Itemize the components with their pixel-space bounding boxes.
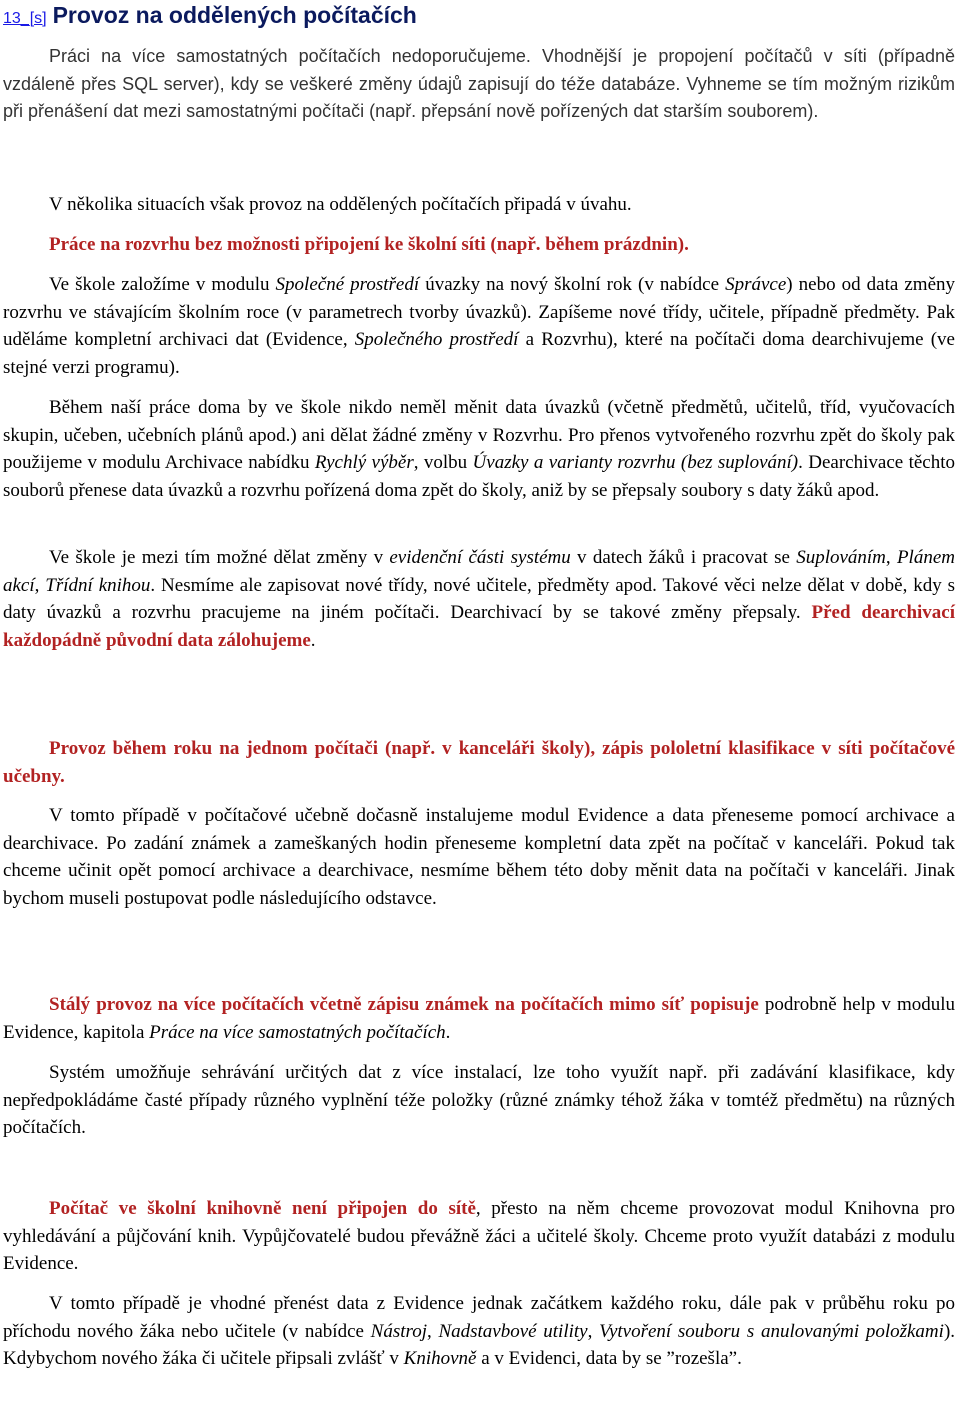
section-1-paragraph-1: Ve škole založíme v modulu Společné prostředí úvazky na nový školní rok (v nabídce Správce) nebo od data změny rozvrhu ve stávajícím školním roce (v parametrech tvorby úvazků). Zapíšeme nové třídy, učitele, případně předměty. Pak uděláme kompletní archivaci dat (Evidence, Společného prostředí a Rozvrhu), které na počítači doma dearchivujeme (ve stejné verzi programu). <box>3 274 956 378</box>
section-3-paragraph-1: Stálý provoz na více počítačích včetně zápisu známek na počítačích mimo síť popisuje podrobně help v modulu Evidence, kapitola Práce na více samostatných počítačích. <box>3 994 956 1043</box>
section-1-paragraph-3: Ve škole je mezi tím možné dělat změny v evidenční části systému v datech žáků i pracovat se Suplováním, Plánem akcí, Třídní knihou. Nesmíme ale zapisovat nové třídy, nové učitele, předměty apod. Takové věci nelze dělat v době, kdy s daty úvazků a rozvrhu pracujeme na jiném počítači. Dearchivací by se takové změny přepsaly. Před dearchivací každopádně původní data zálohujeme. <box>3 547 956 651</box>
page-heading <box>3 0 417 34</box>
section-link[interactable]: 13_[s] <box>3 10 47 27</box>
section-2-heading: Provoz během roku na jednom počítači (např. v kanceláři školy), zápis pololetní klasifikace v síti počítačové učebny. <box>3 738 955 787</box>
intro-paragraph: Práci na více samostatných počítačích nedoporučujeme. Vhodnější je propojení počítačů v síti (případně vzdáleně přes SQL server), kdy se veškeré změny údajů zapisují do téže databáze. Vyhneme se tím možným rizikům při přenášení dat mezi samostatnými počítači (např. přepsání nově pořízených dat starším souborem). <box>3 46 955 121</box>
section-3-paragraph-2: Systém umožňuje sehrávání určitých dat z více instalací, lze toho využít např. při zadávání klasifikace, kdy nepředpokládáme časté případy různého vyplnění téže položky (různé známky téhož žáka v tomtéž předmětu) na různých počítačích. <box>3 1062 955 1138</box>
page-title: Provoz na oddělených počítačích <box>52 2 417 28</box>
section-1-paragraph-2: Během naší práce doma by ve škole nikdo neměl měnit data úvazků (včetně předmětů, učitelů, tříd, vyučovacích skupin, učeben, učebních plánů apod.) ani dělat žádné změny v Rozvrhu. Pro přenos vytvořeného rozvrhu zpět do školy pak použijeme v modulu Archivace nabídku Rychlý výběr, volbu Úvazky a varianty rozvrhu (bez suplování). Dearchivace těchto souborů přenese data úvazků a rozvrhu pořízená doma zpět do školy, aniž by se přepsaly soubory s daty žáků apod. <box>3 397 955 501</box>
section-2-paragraph-1: V tomto případě v počítačové učebně dočasně instalujeme modul Evidence a data přeneseme pomocí archivace a dearchivace. Po zadání známek a zameškaných hodin přeneseme kompletní data zpět na počítač v kanceláři. Pokud tak chceme učinit opět pomocí archivace a dearchivace, nesmíme během této doby měnit data na počítači v kanceláři. Jinak bychom museli postupovat podle následujícího odstavce. <box>3 805 955 909</box>
situations-paragraph: V několika situacích však provoz na oddělených počítačích připadá v úvahu. <box>49 194 632 215</box>
section-4-paragraph-1: Počítač ve školní knihovně není připojen do sítě, přesto na něm chceme provozovat modul Knihovna pro vyhledávání a půjčování knih. Vypůjčovatelé budou převážně žáci a učitelé školy. Chceme proto využít databázi z modulu Evidence. <box>3 1198 955 1274</box>
section-1-heading: Práce na rozvrhu bez možnosti připojení ke školní síti (např. během prázdnin). <box>49 234 689 255</box>
section-4-paragraph-2: V tomto případě je vhodné přenést data z Evidence jednak začátkem každého roku, dále pak v průběhu roku po příchodu nového žáka nebo učitele (v nabídce Nástroj, Nadstavbové utility, Vytvoření souboru s anulovanými položkami). Kdybychom nového žáka či učitele připsali zvlášť v Knihovně a v Evidenci, data by se ”rozešla”. <box>3 1293 956 1369</box>
